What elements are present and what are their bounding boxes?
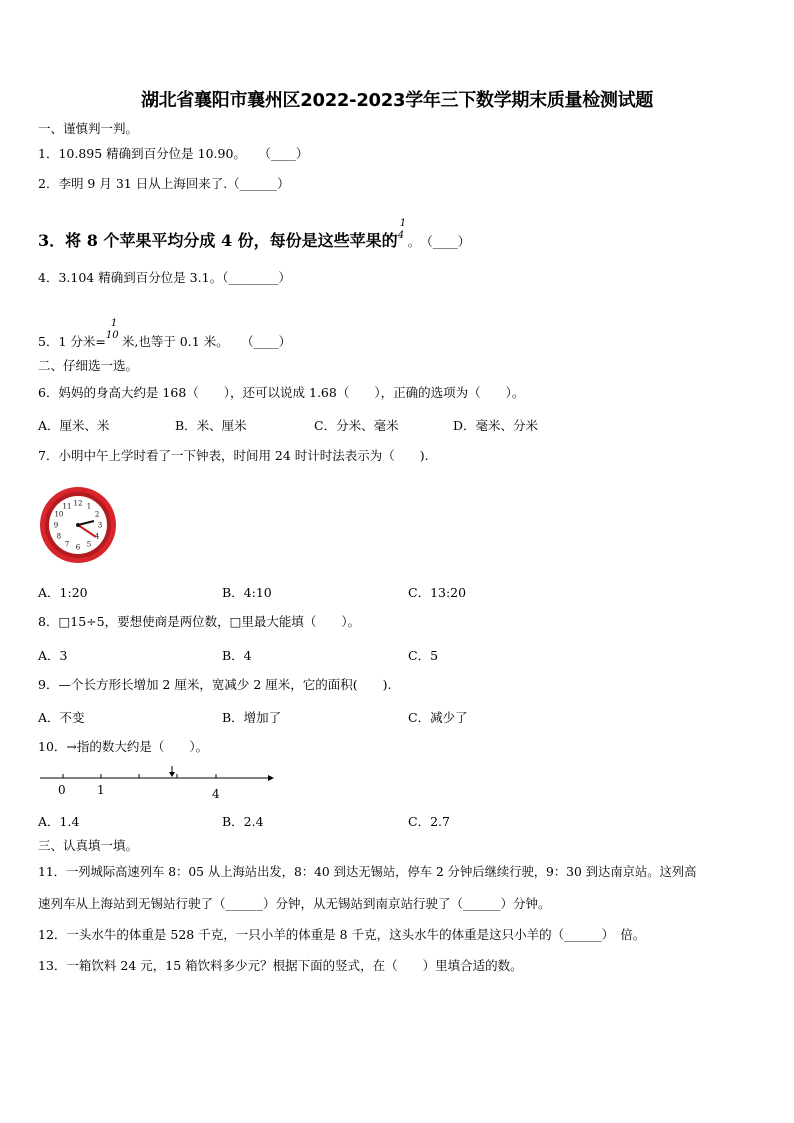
section-heading-2: 二、仔细选一选。 [38,358,139,373]
q10-option-a[interactable]: A．1.4 [38,814,80,829]
q6-option-d[interactable]: D．毫米、分米 [453,418,539,433]
question-7: 7．小明中午上学时看了一下钟表，时间用 24 时计时法表示为（ ). [38,448,429,463]
question-9: 9．—个长方形长增加 2 厘米，宽减少 2 厘米，它的面积( ). [38,677,392,692]
label-0: 0 [58,783,66,797]
label-4: 4 [212,787,220,801]
question-3-blank: 。 （____） [407,234,471,249]
q7-option-b[interactable]: B．4:10 [222,585,272,600]
clock-numeral-8: 8 [56,532,62,541]
clock-numeral-10: 10 [54,510,64,519]
clock-numeral-2: 2 [94,510,100,519]
q6-option-a[interactable]: A．厘米、米 [38,418,110,433]
number-line-arrowhead [268,775,274,781]
question-13: 13．一箱饮料 24 元，15 箱饮料多少元？根据下面的竖式，在（ ）里填合适的数。 [38,958,523,973]
clock-numeral-4: 4 [94,532,100,541]
question-12: 12．一头水牛的体重是 528 千克，一只小羊的体重是 8 千克，这头水牛的体重是这只小羊的（______） 倍。 [38,927,646,942]
question-2: 2．李明 9 月 31 日从上海回来了.（______） [38,176,290,191]
section-heading-1: 一、谨慎判一判。 [38,121,139,136]
q10-option-b[interactable]: B．2.4 [222,814,264,829]
pointer-arrowhead [169,772,175,777]
question-6: 6．妈妈的身高大约是 168（ ），还可以说成 1.68（ ），正确的选项为（ ）。 [38,385,525,400]
question-8: 8．□15÷5，要想使商是两位数，□里最大能填（ ）。 [38,614,361,629]
question-11-line-1: 11．一列城际高速列车 8：05 从上海站出发，8：40 到达无锡站，停车 2 分钟后继续行驶，9：30 到达南京站。这列高 [38,865,697,879]
q9-option-a[interactable]: A．不变 [38,710,85,725]
clock-numeral-5: 5 [86,540,92,549]
fraction-one-tenth: 1 10 [105,318,119,341]
fraction-one-quarter: 1 4 [397,218,407,241]
q9-option-b[interactable]: B．增加了 [222,710,282,725]
clock-numeral-7: 7 [64,540,70,549]
q9-option-c[interactable]: C．减少了 [408,710,468,725]
section-heading-3: 三、认真填一填。 [38,838,139,853]
clock-numeral-3: 3 [97,521,103,530]
q10-option-c[interactable]: C．2.7 [408,814,450,829]
clock-numeral-9: 9 [53,521,59,530]
q8-option-a[interactable]: A．3 [38,648,68,663]
q8-option-b[interactable]: B．4 [222,648,252,663]
clock-numeral-6: 6 [75,543,81,552]
q7-option-a[interactable]: A．1:20 [38,585,88,600]
question-3 [38,218,471,250]
clock-numeral-1: 1 [86,502,92,511]
question-11-line-2: 速列车从上海站到无锡站行驶了（______）分钟，从无锡站到南京站行驶了（______）分钟。 [38,896,551,911]
number-line [36,764,276,802]
q6-option-c[interactable]: C．分米、毫米 [314,418,399,433]
q8-option-c[interactable]: C．5 [408,648,439,663]
clock-numeral-12: 12 [73,499,83,508]
clock-numeral-11: 11 [62,502,72,511]
page-title: 湖北省襄阳市襄州区2022-2023学年三下数学期末质量检测试题 [140,90,654,111]
question-10: 10．→指的数大约是（ ）。 [38,739,209,754]
question-1: 1．10.895 精确到百分位是 10.90。 （____） [38,146,309,161]
question-4: 4．3.104 精确到百分位是 3.1。（________） [38,270,291,285]
label-1: 1 [97,783,105,797]
question-5: 5．1 分米= 1 10 米,也等于 0.1 米。 （____） [38,318,292,349]
question-3-text: 3．将 8 个苹果平均分成 4 份，每份是这些苹果的 [38,231,398,250]
clock-image [38,485,120,565]
q7-option-c[interactable]: C．13:20 [408,585,467,600]
q6-option-b[interactable]: B．米、厘米 [175,418,247,433]
